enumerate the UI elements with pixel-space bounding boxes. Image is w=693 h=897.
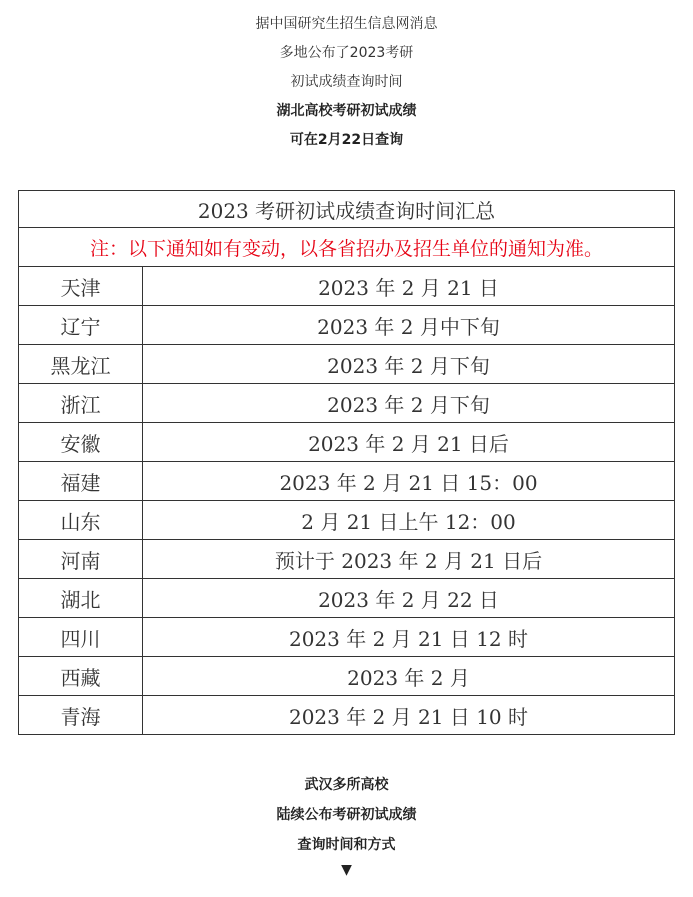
down-arrow-icon: ▼ bbox=[341, 862, 352, 878]
table-note-row bbox=[19, 228, 675, 267]
table-row bbox=[19, 384, 675, 423]
outro-text bbox=[0, 770, 693, 880]
province-cell: 西藏 bbox=[19, 657, 143, 696]
province-cell: 天津 bbox=[19, 267, 143, 306]
time-cell: 预计于 2023 年 2 月 21 日后 bbox=[143, 540, 675, 579]
intro-line-3: 初试成绩查询时间 bbox=[290, 74, 403, 90]
province-cell: 辽宁 bbox=[19, 306, 143, 345]
province-cell: 安徽 bbox=[19, 423, 143, 462]
province-cell: 福建 bbox=[19, 462, 143, 501]
province-cell: 青海 bbox=[19, 696, 143, 735]
intro-text bbox=[0, 10, 693, 155]
province-cell: 浙江 bbox=[19, 384, 143, 423]
province-cell: 黑龙江 bbox=[19, 345, 143, 384]
table-note: 注：以下通知如有变动，以各省招办及招生单位的通知为准。 bbox=[19, 228, 675, 267]
intro-line-1: 据中国研究生招生信息网消息 bbox=[255, 16, 438, 32]
province-cell: 山东 bbox=[19, 501, 143, 540]
table-row bbox=[19, 306, 675, 345]
table-row bbox=[19, 423, 675, 462]
province-cell: 四川 bbox=[19, 618, 143, 657]
time-cell: 2023 年 2 月 21 日后 bbox=[143, 423, 675, 462]
intro-line-2: 多地公布了2023考研 bbox=[279, 45, 414, 61]
province-cell: 湖北 bbox=[19, 579, 143, 618]
time-cell: 2023 年 2 月 21 日 12 时 bbox=[143, 618, 675, 657]
outro-line-3: 查询时间和方式 bbox=[297, 837, 396, 853]
outro-line-2: 陆续公布考研初试成绩 bbox=[276, 807, 417, 823]
time-cell: 2023 年 2 月 22 日 bbox=[143, 579, 675, 618]
time-cell: 2023 年 2 月下旬 bbox=[143, 345, 675, 384]
score-query-table bbox=[18, 190, 674, 735]
time-cell: 2023 年 2 月中下旬 bbox=[143, 306, 675, 345]
table-row bbox=[19, 540, 675, 579]
table-row bbox=[19, 462, 675, 501]
table-row bbox=[19, 345, 675, 384]
table-title: 2023 考研初试成绩查询时间汇总 bbox=[19, 191, 675, 228]
table-row bbox=[19, 579, 675, 618]
table-title-row bbox=[19, 191, 675, 228]
outro-line-1: 武汉多所高校 bbox=[304, 777, 389, 793]
time-cell: 2 月 21 日上午 12：00 bbox=[143, 501, 675, 540]
time-cell: 2023 年 2 月下旬 bbox=[143, 384, 675, 423]
time-cell: 2023 年 2 月 21 日 15：00 bbox=[143, 462, 675, 501]
time-cell: 2023 年 2 月 21 日 bbox=[143, 267, 675, 306]
table-row bbox=[19, 696, 675, 735]
table-row bbox=[19, 657, 675, 696]
time-cell: 2023 年 2 月 bbox=[143, 657, 675, 696]
intro-highlight-1: 湖北高校考研初试成绩 bbox=[276, 103, 417, 119]
province-cell: 河南 bbox=[19, 540, 143, 579]
intro-highlight-2: 可在2月22日查询 bbox=[289, 132, 404, 148]
table-row bbox=[19, 267, 675, 306]
table-row bbox=[19, 618, 675, 657]
time-cell: 2023 年 2 月 21 日 10 时 bbox=[143, 696, 675, 735]
table-row bbox=[19, 501, 675, 540]
